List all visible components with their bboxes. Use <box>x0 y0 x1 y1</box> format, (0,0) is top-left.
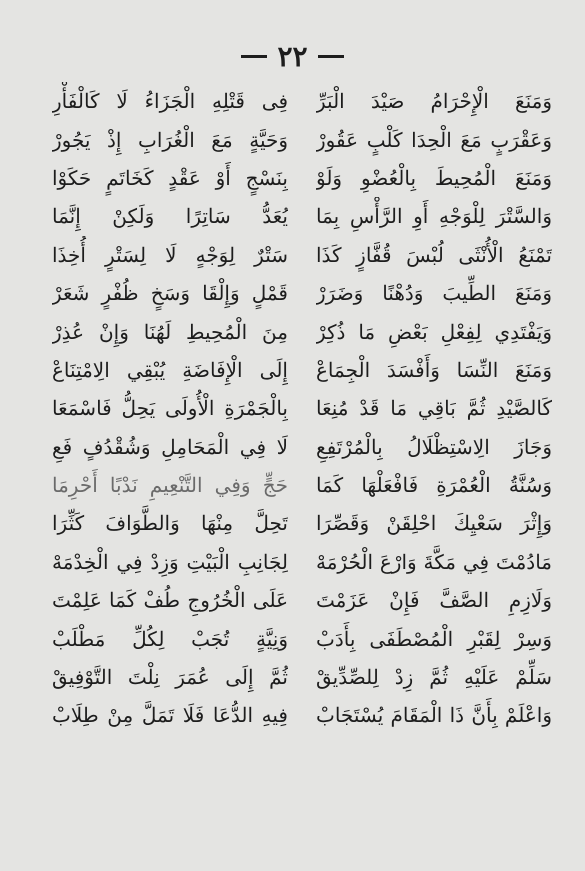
verse-second-hemistich: فِيهِ الدُّعَا فَلَا تَمَلَّ مِنْ طِلَابْ <box>52 703 288 728</box>
verse-second-hemistich: وَنِيَّةٍ تُجَبْ لِكُلِّ مَطْلَبْ <box>52 626 288 651</box>
verse-first-hemistich: وَسُنَّةُ الْعُمْرَةِ فَافْعَلْهَا كَمَا <box>316 473 552 498</box>
verse <box>52 504 552 542</box>
verse-second-hemistich: يُعَدُّ سَاتِرًا وَلَكِنْ إِنَّمَا <box>52 204 288 229</box>
verse <box>52 120 552 158</box>
verse-first-hemistich: وَاعْلَمْ بِأَنَّ ذَا الْمَقَامَ يُسْتَجَابْ <box>316 703 552 728</box>
verse-first-hemistich: وَمَنَعَ الْمُحِيطَ بِالْعُضْوِ وَلَوْ <box>316 165 552 190</box>
page-number <box>0 40 585 73</box>
right-dash <box>241 55 267 58</box>
verse-second-hemistich: سَتْرٌ لِوَجْهٍ لَا لِسَتْرٍ أُخِذَا <box>52 242 288 267</box>
verse-first-hemistich: وَمَنَعَ الْإِحْرَامُ صَيْدَ الْبَرِّ <box>316 89 552 114</box>
verse-first-hemistich: وَمَنَعَ الطِّيبَ وَدُهْنًا وَضَرَرْ <box>316 281 552 306</box>
verse-second-hemistich: عَلَى الْخُرُوجِ طُفْ كَمَا عَلِمْتَ <box>52 588 288 613</box>
verse-first-hemistich: وَلَازِمِ الصَّفَّ فَإِنْ عَزَمْتَ <box>316 588 552 613</box>
verse-first-hemistich: وَمَنَعَ النِّسَا وَأَفْسَدَ الْجِمَاعْ <box>316 357 552 382</box>
verse <box>52 274 552 312</box>
verse-first-hemistich: كَالصَّيْدِ ثُمَّ بَاقِي مَا قَدْ مُنِعَا <box>316 396 552 421</box>
verse <box>52 466 552 504</box>
verse-first-hemistich: وَالسَّتْرَ لِلْوَجْهِ أَوِ الرَّأْسِ بِمَا <box>316 204 552 229</box>
verse-second-hemistich: تَحِلَّ مِنْهَا وَالطَّوَافَ كَثِّرَا <box>52 511 288 536</box>
verse <box>52 312 552 350</box>
verse-first-hemistich: وَإِثْرَ سَعْيِكَ احْلِقَنْ وَقَصِّرَا <box>316 511 552 536</box>
verse <box>52 389 552 427</box>
verse-second-hemistich: بِنَسْجٍ أَوْ عَقْدٍ كَخَاتَمٍ حَكَوْا <box>52 165 288 190</box>
verse-second-hemistich: إِلَى الْإِفَاضَةِ يُبْقِي الِامْتِنَاعْ <box>52 357 288 382</box>
verse-second-hemistich: حَجٍّ وَفِي التَّنْعِيمِ نَدْبًا أَحْرِمَا <box>52 473 288 498</box>
verse <box>52 543 552 581</box>
verse <box>52 159 552 197</box>
verse-first-hemistich: وَعَقْرَبٍ مَعَ الْحِدَا كَلْبٍ عَقُورْ <box>316 127 552 152</box>
verse-first-hemistich: مَادُمْتَ فِي مَكَّةَ وَارْعَ الْحُرْمَهْ <box>316 549 552 574</box>
verse-second-hemistich: قَمْلٍ وَإِلْقَا وَسَخٍ ظُفْرٍ شَعَرْ <box>52 281 288 306</box>
verse-second-hemistich: ثُمَّ إِلَى عُمَرَ نِلْتَ التَّوْفِيقْ <box>52 665 288 690</box>
verse <box>52 351 552 389</box>
verse-first-hemistich: وَجَازَ الِاسْتِظْلَالُ بِالْمُرْتَفِعِ <box>316 434 552 459</box>
verse <box>52 197 552 235</box>
verse-second-hemistich: وَحَيَّةٍ مَعَ الْغُرَابِ إِذْ يَجُورْ <box>52 127 288 152</box>
verse <box>52 236 552 274</box>
verse-second-hemistich: بِالْجَمْرَةِ الْأُولَى يَحِلُّ فَاسْمَعَا <box>52 396 288 421</box>
verse <box>52 696 552 734</box>
verse <box>52 428 552 466</box>
verse-second-hemistich: لِجَانِبِ الْبَيْتِ وَزِدْ فِي الْخِدْمَهْ <box>52 549 288 574</box>
verse-first-hemistich: تَمْنَعُ الْأُنْثَى لُبْسَ قُفَّازٍ كَذَا <box>316 242 552 267</box>
verse-second-hemistich: مِنَ الْمُحِيطِ لَهُنَا وَإِنْ عُذِرْ <box>52 319 288 344</box>
verse-first-hemistich: وَسِرْ لِقَبْرِ الْمُصْطَفَى بِأَدَبْ <box>316 626 552 651</box>
verse-first-hemistich: سَلِّمْ عَلَيْهِ ثُمَّ زِدْ لِلصِّدِّيقْ <box>316 665 552 690</box>
verse <box>52 581 552 619</box>
verse <box>52 82 552 120</box>
left-dash <box>318 55 344 58</box>
page-number-text: ٢٢ <box>277 40 308 73</box>
verse <box>52 658 552 696</box>
verse-first-hemistich: وَيَفْتَدِي لِفِعْلِ بَعْضِ مَا ذُكِرْ <box>316 319 552 344</box>
verse-second-hemistich: لَا فِي الْمَحَامِلِ وَشُقْدُفٍ فَعِ <box>52 434 288 459</box>
verse <box>52 619 552 657</box>
verse-second-hemistich: فِى قَتْلِهِ الْجَزَاءُ لَا كَالْفَأْرِ <box>52 89 288 114</box>
poem <box>52 82 552 735</box>
